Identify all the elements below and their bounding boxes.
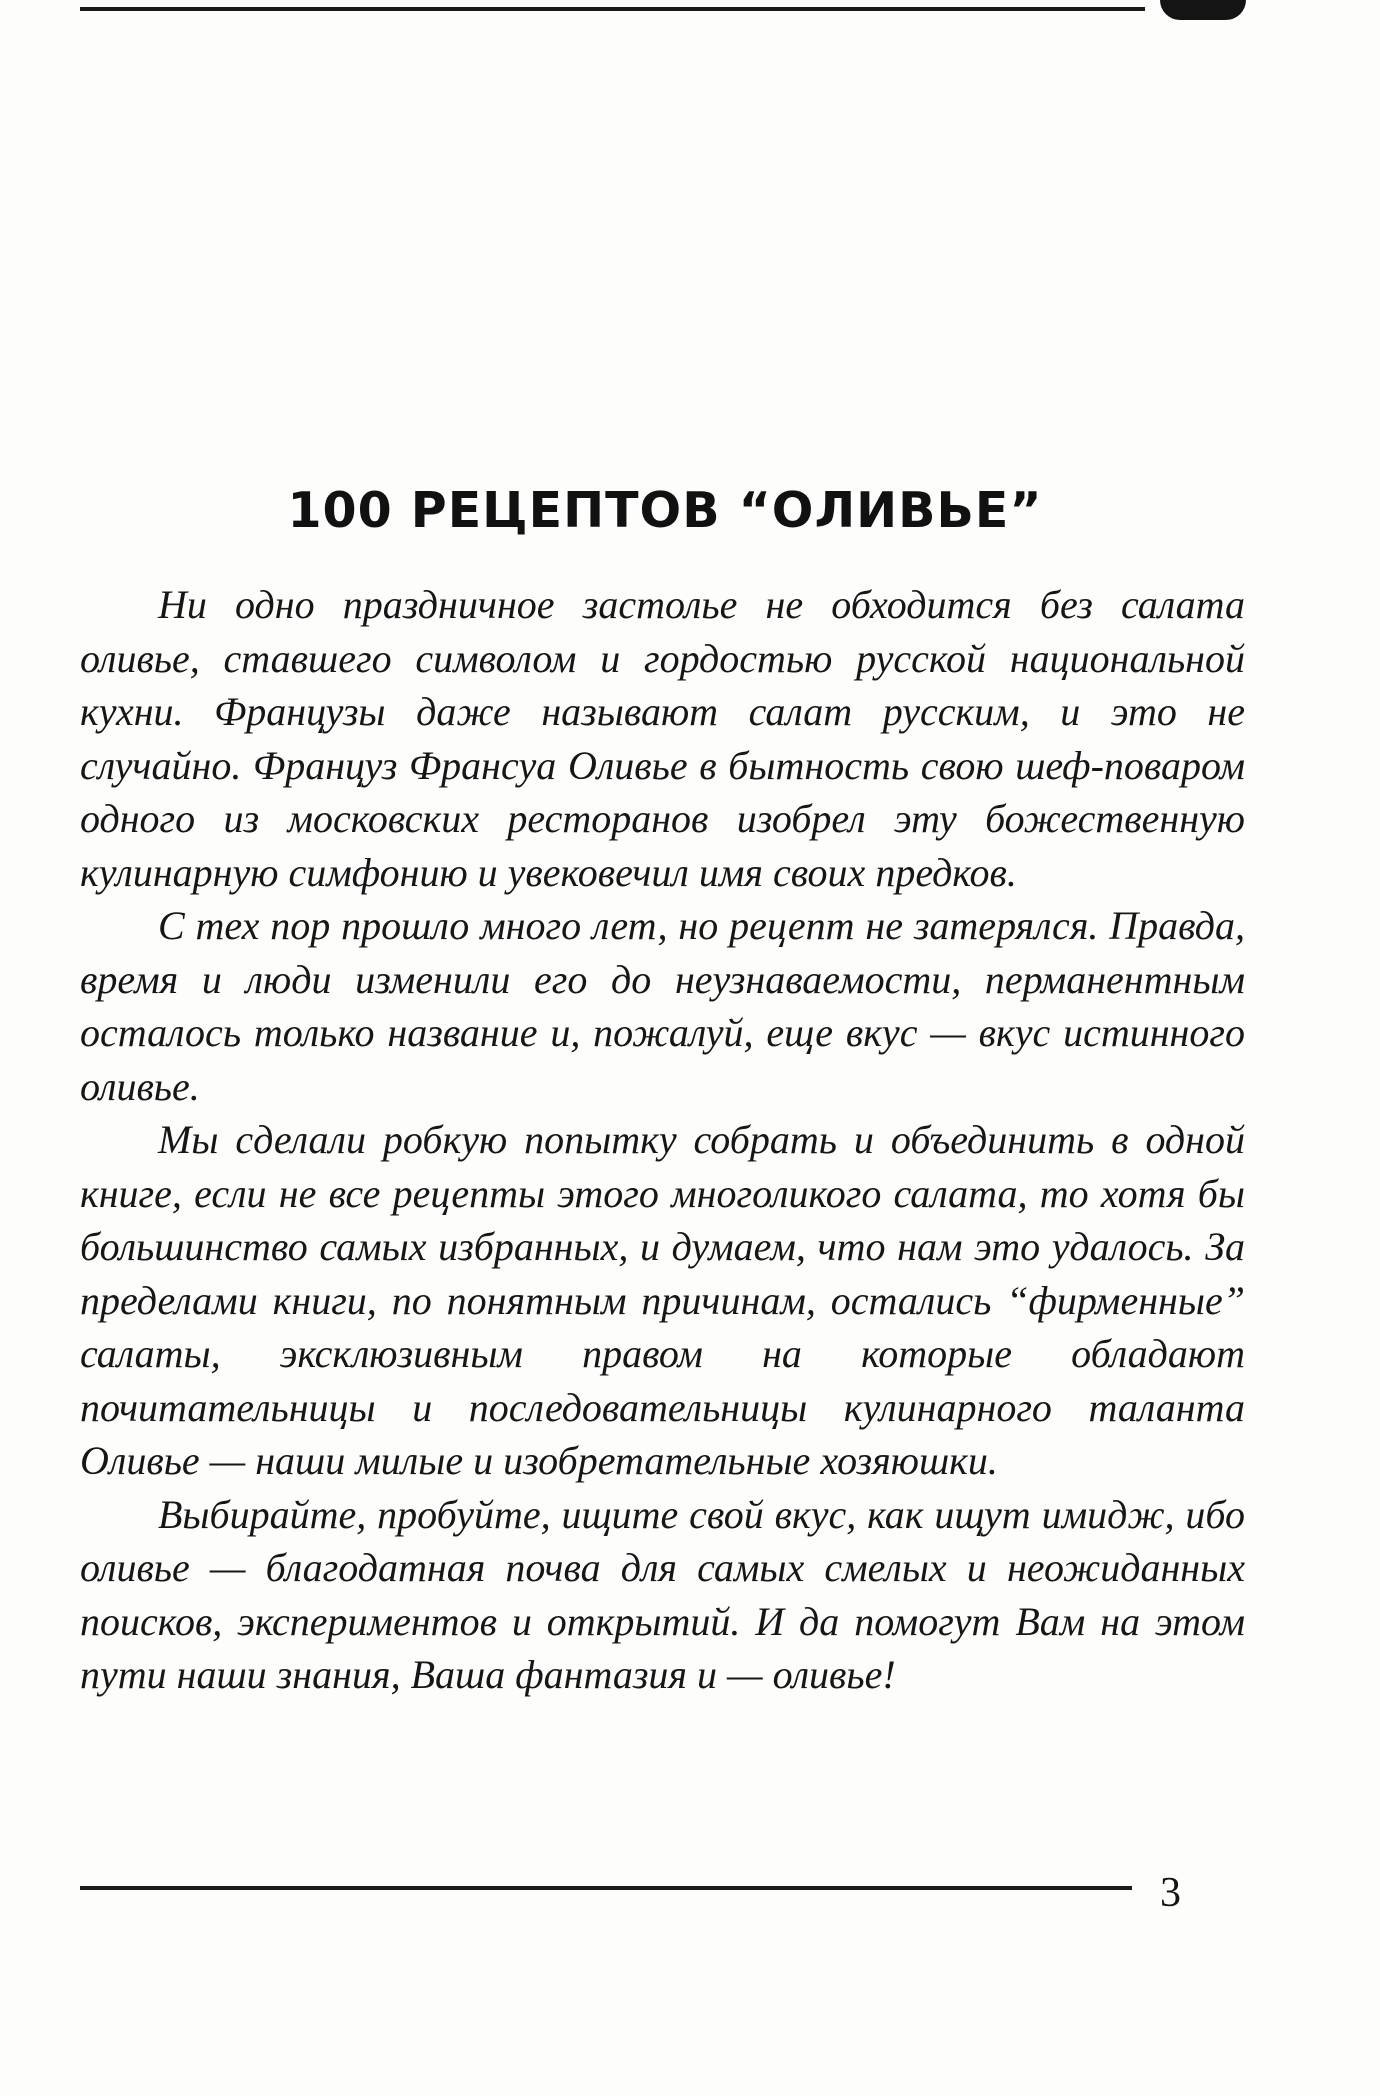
paragraph-4: Выбирайте, пробуйте, ищите свой вкус, как ищут имидж, ибо оливье — благодатная почва для самых смелых и неожиданных поисков, экспериментов и открытий. И да помогут Вам на этом пути наши знания, Ваша фантазия и — оливье! bbox=[80, 1491, 1245, 1697]
chapter-title: 100 РЕЦЕПТОВ “ОЛИВЬЕ” bbox=[287, 481, 1043, 539]
body-text bbox=[80, 578, 1245, 1702]
top-rule bbox=[80, 7, 1145, 11]
corner-mark bbox=[1160, 0, 1246, 20]
page-number: 3 bbox=[1160, 1870, 1181, 1916]
paragraph-2: С тех пор прошло много лет, но рецепт не затерялся. Правда, время и люди изменили его до неузнаваемости, перманентным осталось только название и, пожалуй, еще вкус — вкус истинного оливье. bbox=[80, 903, 1245, 1109]
paragraph-1: Ни одно праздничное застолье не обходится без салата оливье, ставшего символом и гордостью русской национальной кухни. Французы даже называют салат русским, и это не случайно. Француз Франсуа Оливье в бытность свою шеф-поваром одного из московских ресторанов изобрел эту божественную кулинарную симфонию и увековечил имя своих предков. bbox=[80, 582, 1245, 895]
paragraph-3: Мы сделали робкую попытку собрать и объединить в одной книге, если не все рецепты этого многоликого салата, то хотя бы большинство самых избранных, и думаем, что нам это удалось. За пределами книги, по понятным причинам, остались “фирменные” салаты, эксклюзивным правом на которые обладают почитательницы и последовательницы кулинарного таланта Оливье — наши милые и изобретательные хозяюшки. bbox=[80, 1117, 1245, 1483]
bottom-rule bbox=[80, 1886, 1132, 1890]
